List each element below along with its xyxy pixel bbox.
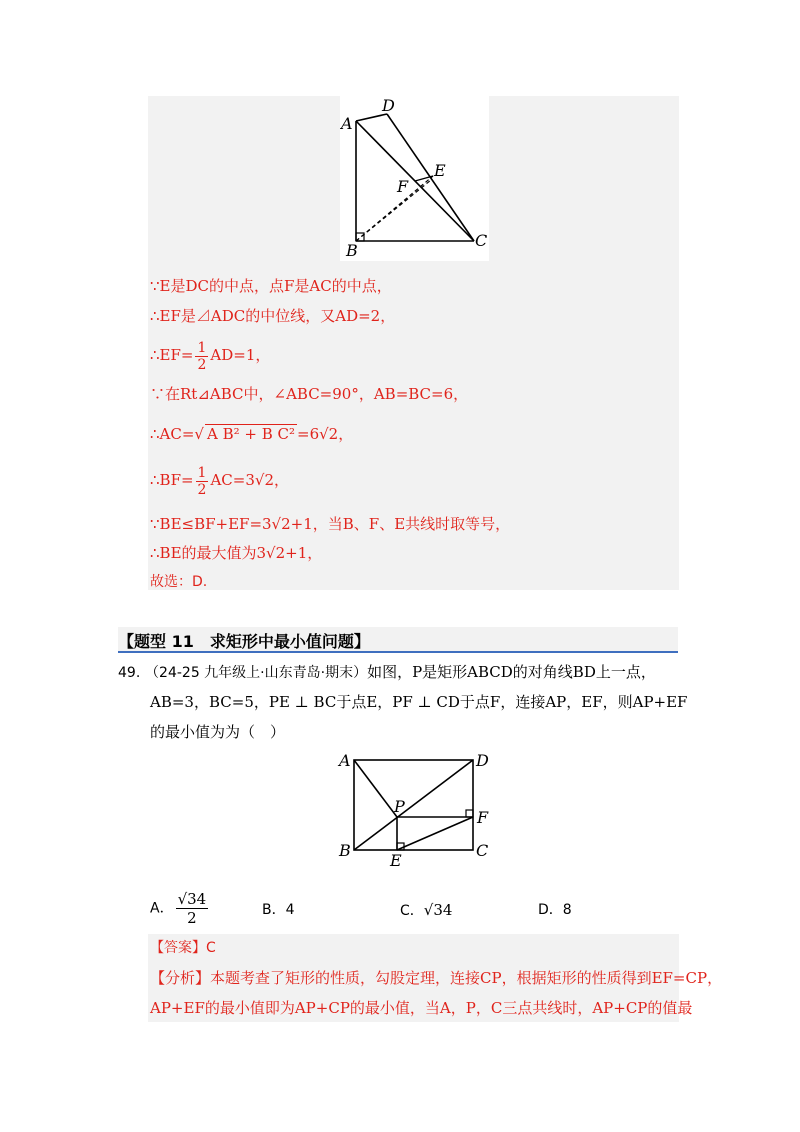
analysis-line-1 [150, 968, 722, 988]
analysis-line-2-text: AP+EF的最小值即为AP+CP的最小值，当A，P，C三点共线时，AP+CP的值最 [150, 999, 693, 1017]
fig2-label-f: F [477, 808, 489, 827]
fig1-label-c: C [475, 231, 488, 250]
option-b[interactable] [262, 900, 295, 920]
option-d[interactable] [538, 900, 572, 920]
analysis-line-1-text: 【分析】本题考查了矩形的性质，勾股定理，连接CP，根据矩形的性质得到EF=CP， [150, 969, 723, 987]
solution-line-9: 故选：D. [150, 574, 208, 590]
problem-line-3: 的最小值为为（ ） [150, 723, 286, 741]
triangle-figure [340, 96, 489, 261]
solution-line-6 [150, 463, 289, 498]
option-c-value: √34 [423, 901, 453, 919]
option-a-fraction [176, 890, 209, 927]
fig2-label-c: C [476, 841, 489, 860]
half-fraction [195, 340, 208, 373]
option-a-den: 2 [187, 909, 197, 927]
option-b-value: 4 [285, 902, 295, 918]
fig1-label-d: D [382, 96, 395, 115]
option-a-num: √34 [177, 890, 207, 908]
solution-line-8: ∴BE的最大值为3√2+1， [150, 544, 323, 562]
l3-rest: AD=1， [210, 346, 271, 364]
fig1-label-b: B [346, 241, 358, 260]
problem-line-1 [118, 662, 656, 683]
heading-underline [118, 651, 678, 653]
fig2-label-a: A [339, 751, 351, 770]
heading-text: 【题型 11 求矩形中最小值问题】 [118, 632, 370, 651]
sqrt-symbol: √ [194, 425, 204, 443]
fig2-label-d: D [476, 751, 489, 770]
l3-prefix: ∴EF= [150, 346, 194, 364]
frac-den: 2 [197, 356, 207, 373]
analysis-line-2 [150, 998, 692, 1018]
frac-den-2: 2 [197, 481, 207, 498]
solution-line-3 [150, 338, 270, 373]
solution-line-5 [150, 424, 353, 444]
problem-source: （24-25 九年级上·山东青岛·期末） [145, 665, 368, 681]
frac-num: 1 [197, 339, 207, 356]
option-d-label: D． [538, 902, 563, 918]
l6-rest: AC=3√2， [210, 471, 289, 489]
fig2-label-e: E [390, 851, 402, 870]
solution-line-2: ∴EF是⊿ADC的中位线，又AD=2， [150, 307, 396, 325]
rectangle-figure [336, 748, 496, 870]
option-b-label: B． [262, 902, 286, 918]
frac-num-2: 1 [197, 464, 207, 481]
solution-line-1: ∵E是DC的中点，点F是AC的中点， [150, 277, 392, 295]
problem-number: 49. [118, 665, 141, 681]
l5-prefix: ∴AC= [150, 425, 195, 443]
section-heading [118, 627, 678, 653]
l5-radicand: A B² + B C² [206, 425, 296, 443]
option-a-label: A． [150, 900, 174, 917]
answer-line: 【答案】C [150, 940, 216, 956]
solution-line-4: ∵在Rt⊿ABC中，∠ABC=90°，AB=BC=6， [150, 385, 469, 403]
fig1-label-a: A [341, 114, 353, 133]
solution-line-7: ∵BE≤BF+EF=3√2+1，当B、F、E共线时取等号， [150, 515, 511, 533]
half-fraction-2 [196, 465, 209, 498]
option-d-value: 8 [562, 902, 572, 918]
option-c-label: C． [400, 903, 424, 919]
fig2-label-p: P [394, 797, 405, 816]
fig1-label-e: E [434, 161, 446, 180]
l6-prefix: ∴BF= [150, 471, 194, 489]
fig1-label-f: F [397, 177, 409, 196]
l5-rest: =6√2， [297, 425, 354, 443]
fig2-label-b: B [339, 841, 351, 860]
option-c[interactable] [400, 900, 452, 921]
problem-line-2: AB=3，BC=5，PE ⊥ BC于点E，PF ⊥ CD于点F，连接AP，EF，则AP+EF [150, 693, 688, 711]
option-a[interactable] [150, 890, 210, 927]
problem-line1-rest: 如图，P是矩形ABCD的对角线BD上一点， [367, 663, 656, 681]
